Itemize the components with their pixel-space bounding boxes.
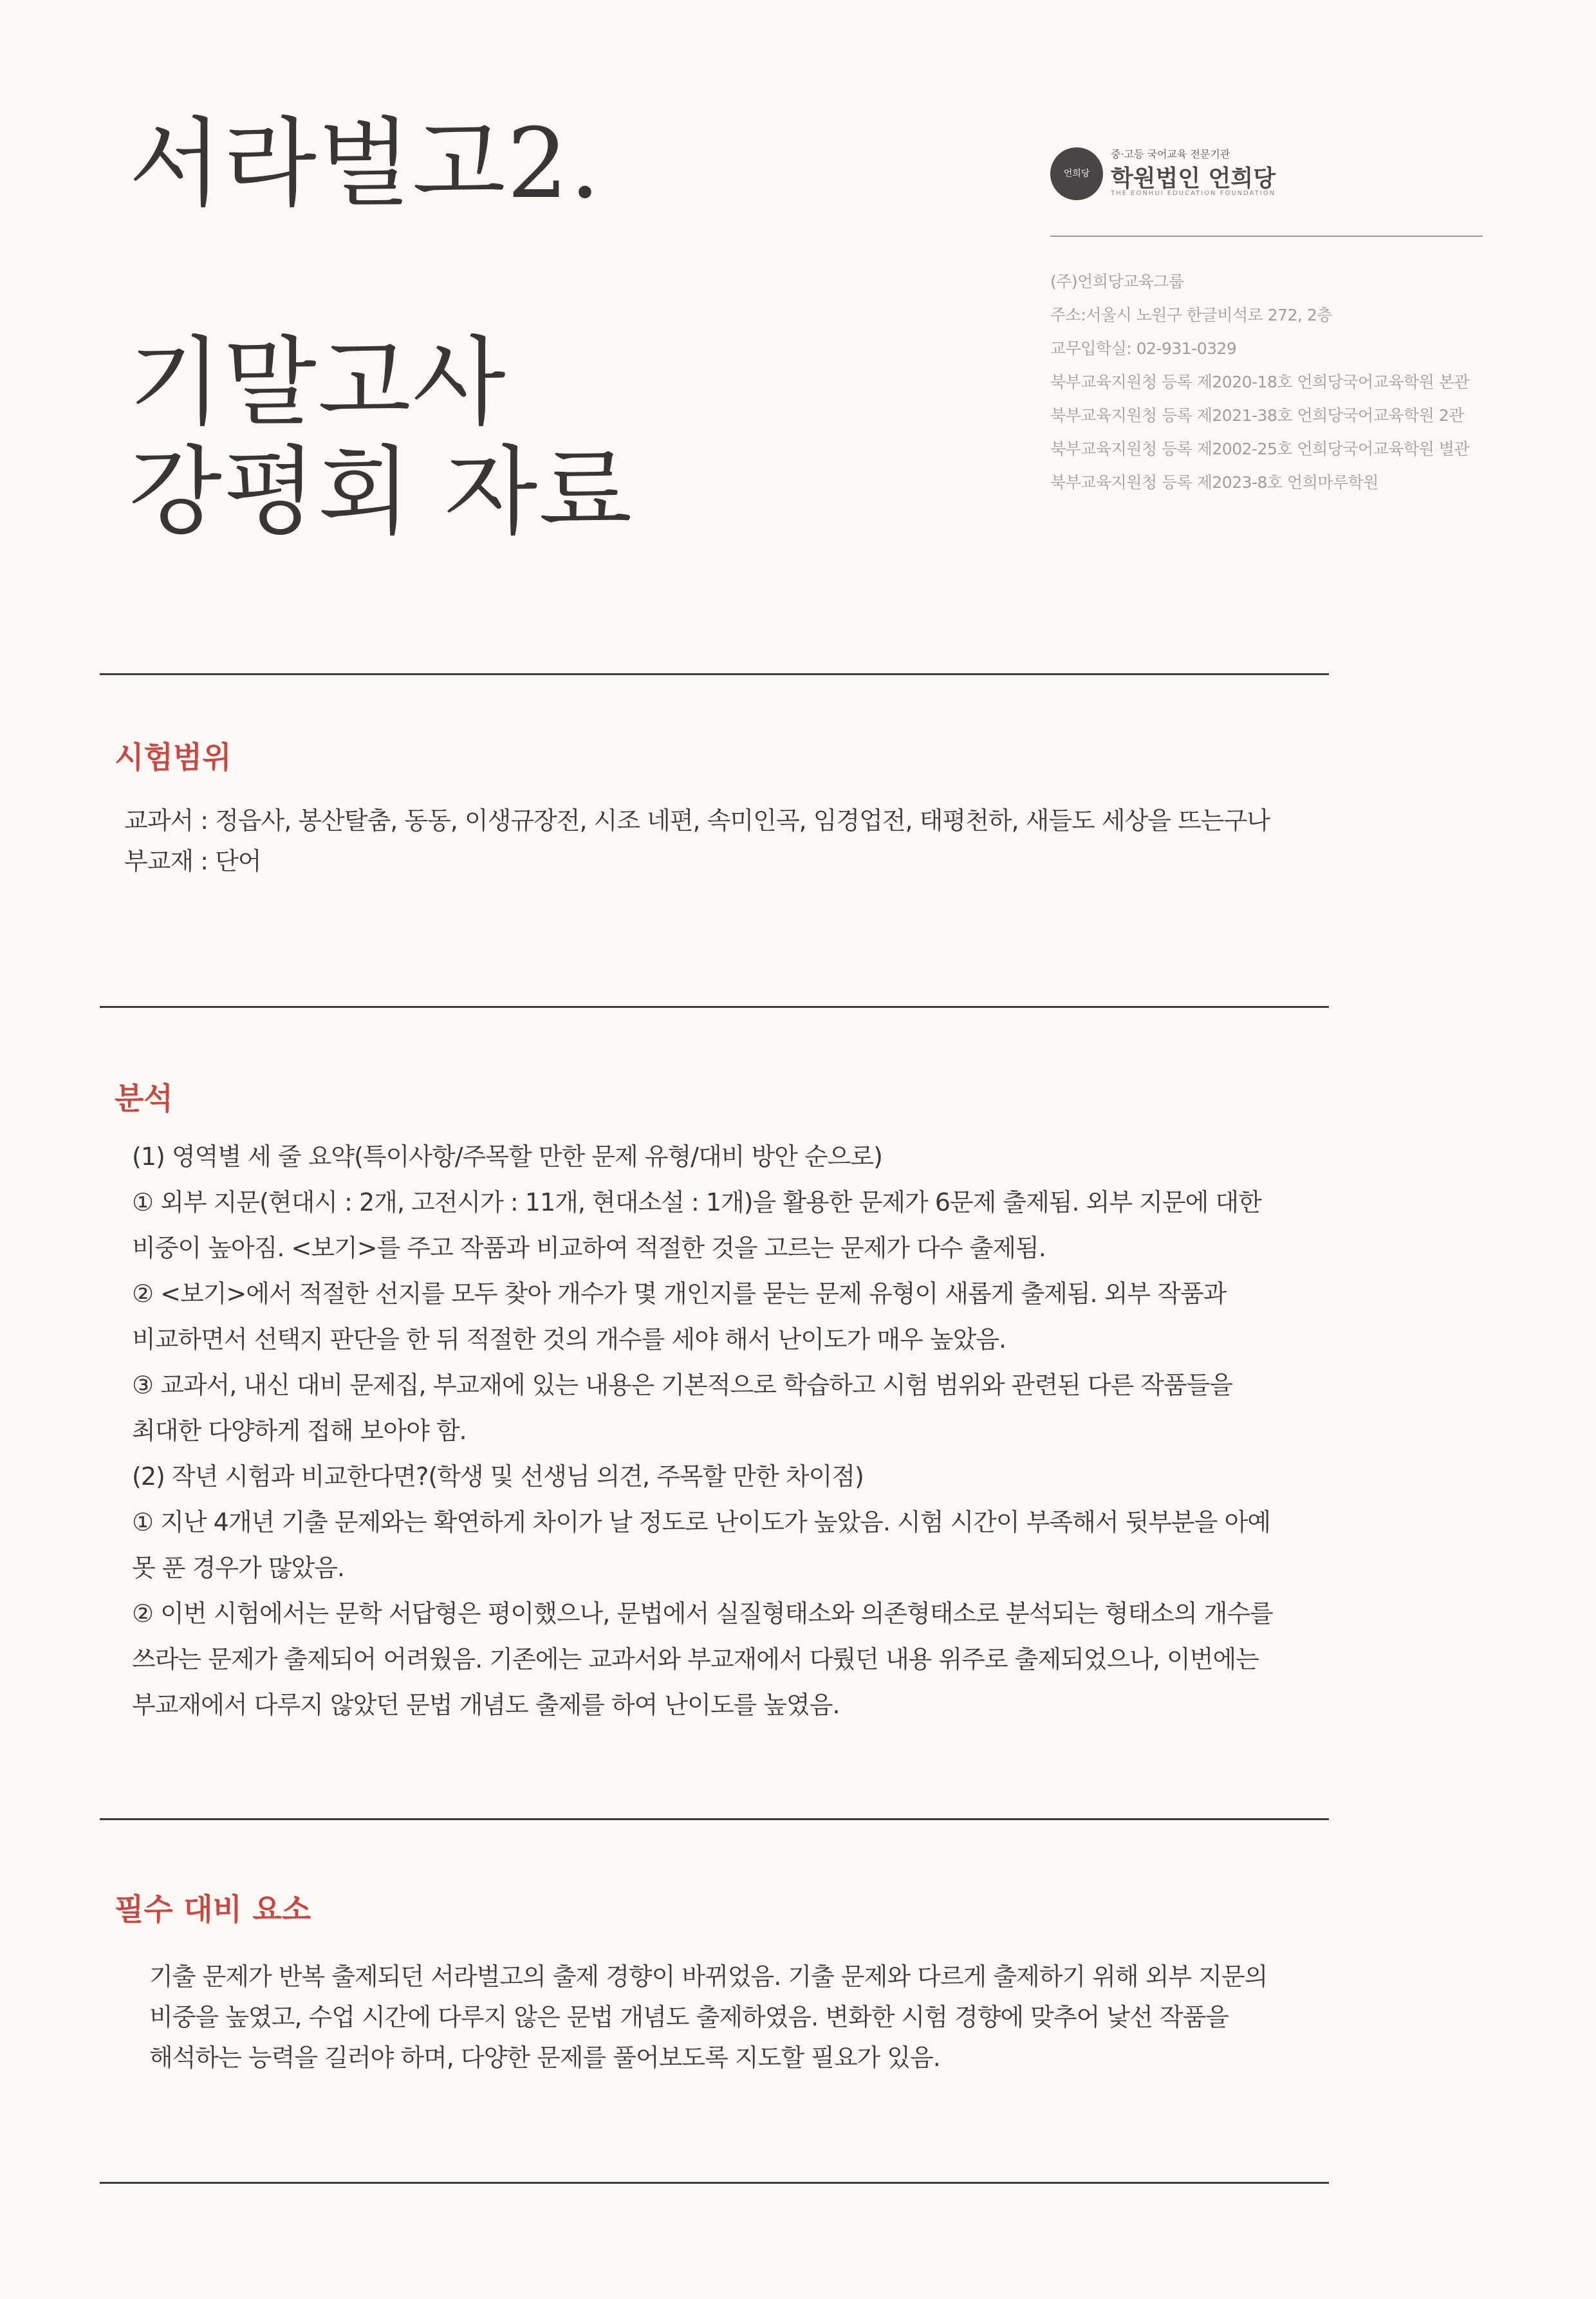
brand-subtitle: THE EONHUI EDUCATION FOUNDATION: [1111, 190, 1276, 197]
analysis-line: 부교재에서 다루지 않았던 문법 개념도 출제를 하여 난이도를 높였음.: [132, 1691, 840, 1719]
info-phone: 교무입학실: 02-931-0329: [1050, 339, 1237, 358]
analysis-text: [132, 1134, 1273, 1728]
analysis-line: ② 이번 시험에서는 문학 서답형은 평이했으나, 문법에서 실질형태소와 의존형태소로 분석되는 형태소의 개수를: [132, 1599, 1273, 1628]
analysis-line: (1) 영역별 세 줄 요약(특이사항/주목할 만한 문제 유형/대비 방안 순으로): [132, 1142, 882, 1171]
analysis-line: ① 지난 4개년 기출 문제와는 확연하게 차이가 날 정도로 난이도가 높았음. 시험 시간이 부족해서 뒷부분을 아예: [132, 1508, 1270, 1536]
section-divider: [100, 1006, 1329, 1008]
section-title-analysis: 분석: [115, 1081, 173, 1117]
analysis-line: (2) 작년 시험과 비교한다면?(학생 및 선생님 의견, 주목할 만한 차이점): [132, 1462, 864, 1491]
info-registration: 북부교육지원청 등록 제2023-8호 언희마루학원: [1050, 473, 1378, 492]
analysis-line: ① 외부 지문(현대시 : 2개, 고전시가 : 11개, 현대소설 : 1개)을 활용한 문제가 6문제 출제됨. 외부 지문에 대한: [132, 1188, 1261, 1216]
analysis-line: 쓰라는 문제가 출제되어 어려웠음. 기존에는 교과서와 부교재에서 다뤘던 내용 위주로 출제되었으나, 이번에는: [132, 1645, 1259, 1673]
info-registration: 북부교육지원청 등록 제2020-18호 언희당국어교육학원 본관: [1050, 373, 1470, 391]
analysis-line: ③ 교과서, 내신 대비 문제집, 부교재에 있는 내용은 기본적으로 학습하고 시험 범위와 관련된 다른 작품들을: [132, 1371, 1233, 1399]
prep-line: 기출 문제가 반복 출제되던 서라벌고의 출제 경향이 바뀌었음. 기출 문제와 다르게 출제하기 위해 외부 지문의: [149, 1962, 1268, 1991]
section-divider: [100, 673, 1329, 675]
info-registration: 북부교육지원청 등록 제2021-38호 언희당국어교육학원 2관: [1050, 406, 1464, 425]
title-line-2: 기말고사: [129, 327, 507, 439]
info-company: (주)언희당교육그룹: [1050, 272, 1184, 291]
info-address: 주소:서울시 노원구 한글비석로 272, 2층: [1050, 306, 1332, 324]
scope-text: [124, 801, 1270, 882]
scope-supplement: 부교재 : 단어: [124, 847, 261, 875]
section-divider: [100, 1818, 1329, 1820]
section-title-scope: 시험범위: [115, 740, 232, 776]
brand-seal-icon: 언희당: [1050, 147, 1103, 200]
title-line-1: 서라벌고2.: [129, 108, 602, 220]
academy-info: [1050, 265, 1501, 499]
section-divider: [100, 2182, 1329, 2184]
analysis-line: 최대한 다양하게 접해 보아야 함.: [132, 1417, 467, 1445]
analysis-line: 비중이 높아짐. <보기>를 주고 작품과 비교하여 적절한 것을 고르는 문제가 다수 출제됨.: [132, 1234, 1046, 1262]
prep-line: 해석하는 능력을 길러야 하며, 다양한 문제를 풀어보도록 지도할 필요가 있음.: [149, 2043, 940, 2072]
prep-line: 비중을 높였고, 수업 시간에 다루지 않은 문법 개념도 출제하였음. 변화한 시험 경향에 맞추어 낯선 작품을: [149, 2003, 1229, 2031]
analysis-line: 비교하면서 선택지 판단을 한 뒤 적절한 것의 개수를 세야 해서 난이도가 매우 높았음.: [132, 1325, 1007, 1354]
brand-tagline: 중·고등 국어교육 전문기관: [1111, 148, 1230, 160]
analysis-line: ② <보기>에서 적절한 선지를 모두 찾아 개수가 몇 개인지를 묻는 문제 유형이 새롭게 출제됨. 외부 작품과: [132, 1280, 1227, 1308]
prep-text: [149, 1957, 1267, 2078]
scope-textbook: 교과서 : 정읍사, 봉산탈춤, 동동, 이생규장전, 시조 네편, 속미인곡, 임경업전, 태평천하, 새들도 세상을 뜨는구나: [124, 806, 1270, 835]
brand-logo: [1050, 145, 1488, 203]
title-line-3: 강평회 자료: [129, 436, 634, 548]
header-divider: [1050, 236, 1483, 237]
analysis-line: 못 푼 경우가 많았음.: [132, 1554, 344, 1582]
brand-name: 학원법인 언희당: [1111, 165, 1276, 192]
section-title-prep: 필수 대비 요소: [115, 1892, 311, 1928]
info-registration: 북부교육지원청 등록 제2002-25호 언희당국어교육학원 별관: [1050, 440, 1470, 458]
